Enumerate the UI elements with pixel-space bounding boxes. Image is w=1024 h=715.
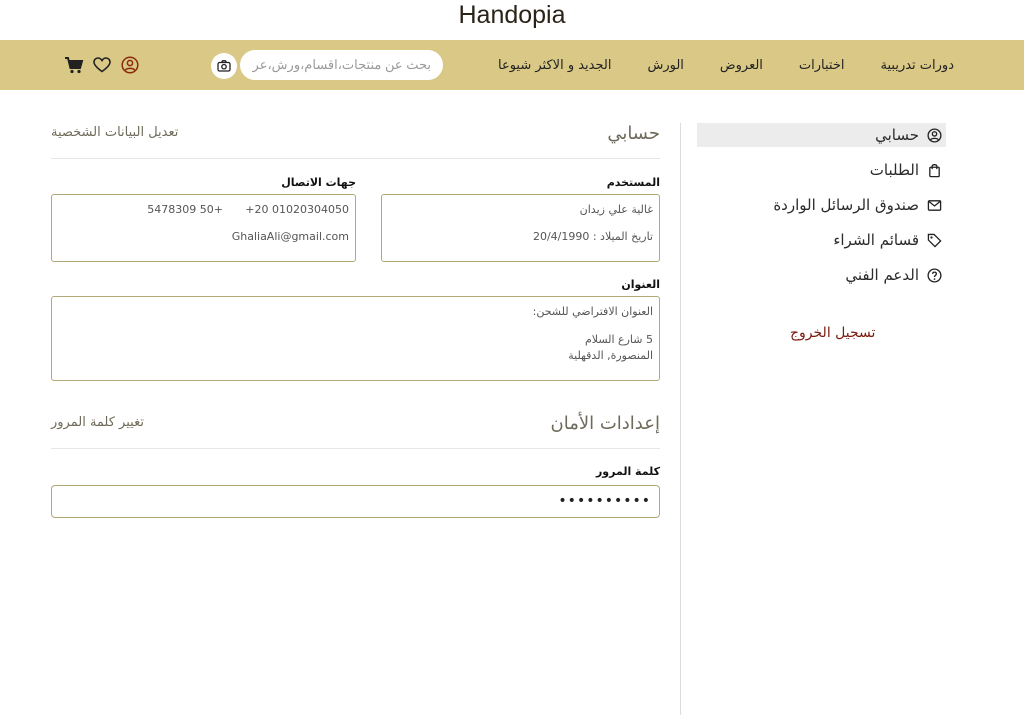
address-line-2: المنصورة, الدقهلية [568,349,653,362]
contacts-label: جهات الاتصال [281,176,356,189]
user-circle-icon [121,56,139,74]
section-title-security: إعدادات الأمان [550,413,660,434]
address-box [51,296,660,381]
sidebar-item-label: الدعم الفني [845,266,919,284]
section-title-my-account: حسابي [607,123,660,144]
shopping-bag-icon [927,163,942,178]
account-sidebar [697,123,946,298]
email-value: GhaliaAli@gmail.com [231,230,349,243]
logout-link[interactable]: تسجيل الخروج [790,325,876,341]
user-name: غالية علي زيدان [579,203,653,216]
password-field[interactable]: •••••••••• [51,485,660,518]
column-divider [680,123,681,715]
camera-icon [217,60,231,72]
envelope-icon [927,198,942,213]
edit-personal-data-link[interactable]: تعديل البيانات الشخصية [51,125,179,140]
heart-icon [93,57,111,73]
user-circle-icon [927,128,942,143]
sidebar-item-label: صندوق الرسائل الواردة [773,196,919,214]
nav-item-workshops[interactable]: الورش [647,57,684,73]
birth-date: تاريخ الميلاد : 20/4/1990 [532,230,653,243]
sidebar-item-support[interactable] [697,263,946,287]
main-nav [498,40,954,90]
account-section-header [51,123,660,159]
sidebar-item-my-account[interactable] [697,123,946,147]
sidebar-item-label: حسابي [875,126,919,144]
sidebar-item-vouchers[interactable] [697,228,946,252]
cart-button[interactable] [64,54,84,76]
security-section-header [51,413,660,449]
header-actions [64,54,140,76]
cart-icon [64,56,84,74]
sidebar-item-label: الطلبات [869,161,919,179]
nav-item-offers[interactable]: العروض [719,57,763,73]
sidebar-item-orders[interactable] [697,158,946,182]
change-password-link[interactable]: تغيير كلمة المرور [51,415,144,430]
account-button[interactable] [120,54,140,76]
sidebar-item-inbox[interactable] [697,193,946,217]
phone-secondary: +50 5478309 [147,203,223,216]
nav-item-tests[interactable]: اختبارات [798,57,845,73]
nav-item-courses[interactable]: دورات تدريبية [880,57,954,73]
password-label: كلمة المرور [595,465,660,478]
site-logo[interactable]: Handopia [458,1,566,29]
sidebar-item-label: قسائم الشراء [833,231,919,249]
address-label: العنوان [621,278,660,291]
top-navbar [0,40,1024,90]
address-line-1: 5 شارع السلام [584,333,653,346]
search-input[interactable] [240,50,443,80]
tag-icon [927,233,942,248]
help-circle-icon [927,268,942,283]
nav-item-new-popular[interactable]: الجديد و الاكثر شيوعا [498,57,612,73]
phone-primary: 01020304050 20+ [245,203,349,216]
user-label: المستخدم [606,176,660,189]
camera-search-button[interactable] [211,53,237,79]
contacts-box [51,194,356,262]
address-heading: العنوان الافتراضي للشحن: [532,305,653,318]
wishlist-button[interactable] [92,54,112,76]
user-info-box [381,194,660,262]
